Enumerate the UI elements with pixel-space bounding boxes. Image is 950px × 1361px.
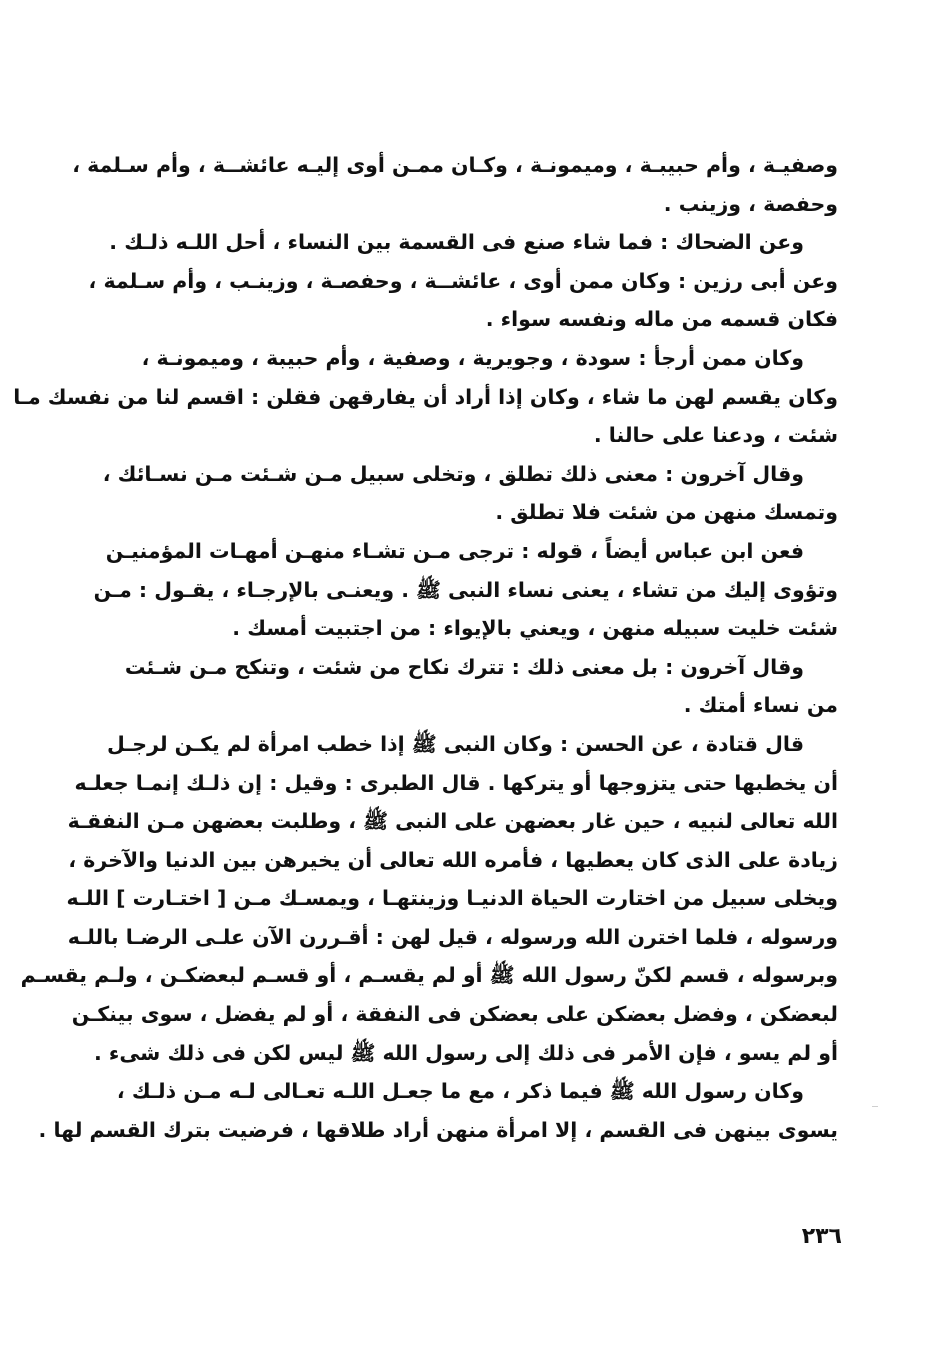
paragraph — [93, 532, 838, 648]
paragraph — [96, 223, 838, 262]
text-line: يسوى بينهن فى القسم ، إلا امرأة منهن أراد طلاقها ، فرضيت بترك القسم لها . — [38, 1117, 838, 1142]
text-line: شئت ، ودعنا على حالنا . — [593, 423, 838, 448]
text-line: أن يخطبها حتى يتزوجها أو يتركها . قال الطبرى : وقيل : إن ذلـك إنمـا جعلـه — [74, 770, 838, 795]
body-text — [13, 146, 838, 1149]
text-line: وصفيـة ، وأم حبيبـة ، وميمونـة ، وكـان ممـن أوى إليـه عائشــة ، وأم سـلمة ، — [72, 153, 838, 177]
text-line: وعن أبى رزين : وكان ممن أوى ، عائشــة ، وحفصـة ، وزينـب ، وأم سـلمة ، — [88, 268, 838, 293]
text-line: قال قتادة ، عن الحسن : وكان النبى ﷺ إذا خطب امرأة لم يكـن لرجـل — [107, 731, 804, 756]
text-line: الله تعالى لنبيه ، حين غار بعضهن على النبى ﷺ ، وطلبت بعضهن مـن النفقـة — [67, 809, 838, 834]
text-line: وعن الضحاك : فما شاء صنع فى القسمة بين النساء ، أحل اللـه ذلـك . — [109, 230, 804, 255]
text-line: وكان ممن أرجأ : سودة ، وجويرية ، وصفية ، وأم حبيبة ، وميمونـة ، — [141, 345, 804, 370]
text-line: ويخلى سبيل من اختارت الحياة الدنيـا وزينتهـا ، ويمسـك مـن [ اختـارت ] اللـه — [66, 886, 838, 911]
text-line: وقال آخرون : معنى ذلك تطلق ، وتخلى سبيل مـن شـئت مـن نسـائك ، — [102, 461, 804, 486]
text-line: شئت خليت سبيله منهن ، ويعني بالإيواء : من اجتبيت أمسك . — [232, 616, 838, 641]
page-number: ٢٣٦ — [801, 1224, 842, 1249]
text-line: وحفصة ، وزينب . — [663, 191, 838, 216]
text-line: وكان يقسم لهن ما شاء ، وكان إذا أراد أن يفارقهن فقلن : اقسم لنا من نفسك مـا — [13, 384, 838, 409]
margin-mark — [872, 1106, 878, 1107]
text-line: زيادة على الذى كان يعطيها ، فأمره الله تعالى أن يخيرهن بين الدنيا والآخرة ، — [68, 847, 838, 872]
paragraph — [72, 146, 838, 223]
text-line: وبرسوله ، قسم لكنّ رسول الله ﷺ أو لم يقسـم ، أو قسـم لبعضكـن ، ولـم يقسـم — [20, 963, 838, 988]
text-line: وتمسك منهن من شئت فلا تطلق . — [495, 500, 838, 525]
text-line: فكان قسمه من ماله ونفسه سواء . — [485, 307, 838, 332]
paragraph — [20, 725, 838, 1072]
text-line: فعن ابن عباس أيضاً ، قوله : ترجى مـن تشـاء منهـن أمهـات المؤمنيـن — [105, 538, 804, 563]
paragraph — [13, 339, 838, 455]
text-line: من نساء أمتك . — [683, 693, 838, 718]
text-line: أو لم يسو ، فإن الأمر فى ذلك إلى رسول الله ﷺ ليس لكن فى ذلك شىء . — [94, 1040, 838, 1065]
text-line: ورسوله ، فلما اخترن الله ورسوله ، قيل لهن : أقـررن الآن علـى الرضـا باللـه — [67, 924, 838, 949]
paragraph — [88, 262, 838, 339]
paragraph — [38, 1072, 838, 1149]
text-line: لبعضكن ، وفضل بعضكن على بعضكن فى النفقة ، أو لم يفضل ، سوى بينكـن — [71, 1002, 838, 1027]
text-line: وتؤوى إليك من تشاء ، يعنى نساء النبى ﷺ . ويعنـى بالإرجـاء ، يقـول : مـن — [93, 577, 838, 602]
paragraph — [96, 648, 838, 725]
text-line: وقال آخرون : بل معنى ذلك : تترك نكاح من شئت ، وتنكح مـن شـئت — [124, 654, 804, 679]
text-line: وكان رسول الله ﷺ فيما ذكر ، مع ما جعـل اللـه تعـالى لـه مـن ذلـك ، — [116, 1079, 804, 1104]
paragraph — [96, 455, 838, 532]
